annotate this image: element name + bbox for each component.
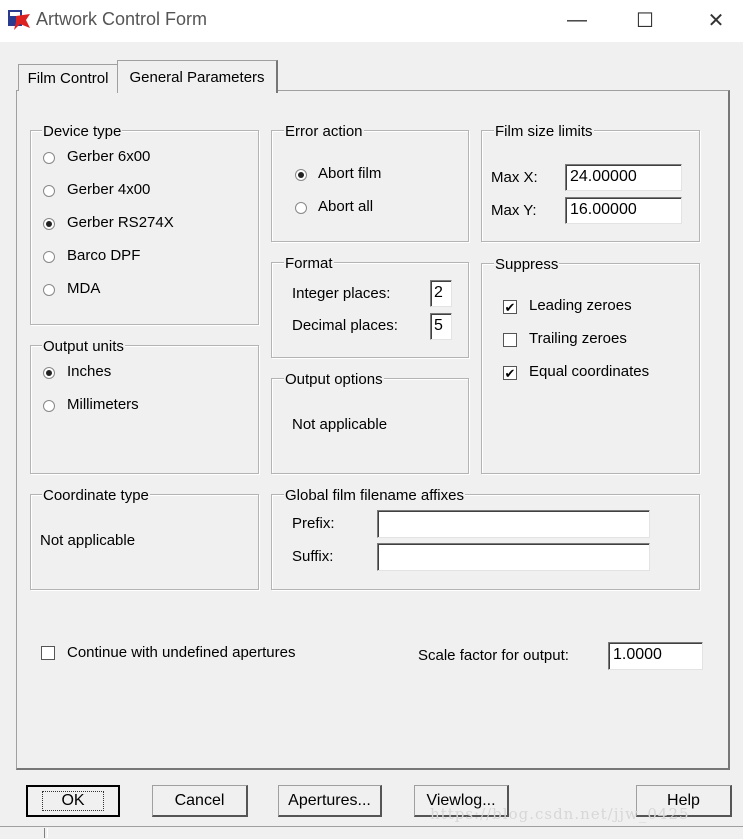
- radio-mda[interactable]: [43, 284, 55, 296]
- max-x-label: Max X:: [491, 169, 538, 186]
- selected-dot: [46, 370, 52, 376]
- window-title: Artwork Control Form: [36, 9, 208, 29]
- decimal-places-label: Decimal places:: [292, 317, 398, 334]
- radio-millimeters[interactable]: [43, 400, 55, 412]
- watermark-text: https://blog.csdn.net/jjw_0425: [430, 805, 690, 823]
- ok-button[interactable]: [26, 785, 120, 817]
- format-label: Format: [285, 255, 333, 272]
- check-mark-icon: ✔: [504, 365, 516, 381]
- radio-inches[interactable]: [43, 367, 55, 379]
- leading-zeroes-checkbox[interactable]: [503, 300, 517, 314]
- apertures-button-label: Apertures...: [288, 791, 371, 809]
- coordinate-type-text: Not applicable: [40, 532, 136, 549]
- minimize-icon: —: [567, 8, 587, 31]
- suffix-input[interactable]: [377, 543, 650, 571]
- radio-gerber-4x00[interactable]: [43, 185, 55, 197]
- film-size-label: Film size limits: [495, 123, 593, 140]
- device-type-label: Device type: [43, 123, 122, 140]
- affixes-group: [271, 494, 700, 590]
- title-bar: [0, 0, 743, 42]
- error-action-label: Error action: [285, 123, 363, 140]
- check-mark-icon: ✔: [504, 299, 516, 315]
- maximize-icon: ☐: [636, 9, 654, 32]
- trailing-zeroes-checkbox[interactable]: [503, 333, 517, 347]
- ok-button-label: OK: [42, 791, 103, 811]
- radio-label: Barco DPF: [67, 247, 141, 264]
- radio-gerber-rs274x[interactable]: [43, 218, 55, 230]
- checkbox-label: Leading zeroes: [529, 297, 632, 314]
- radio-abort-all[interactable]: [295, 202, 307, 214]
- tab-general-parameters[interactable]: [117, 60, 278, 93]
- max-y-label: Max Y:: [491, 202, 537, 219]
- radio-label: MDA: [67, 280, 101, 297]
- cancel-button[interactable]: [152, 785, 248, 817]
- tab-label: General Parameters: [129, 68, 265, 86]
- integer-places-label: Integer places:: [292, 285, 391, 302]
- decimal-places-input[interactable]: 5: [430, 313, 452, 340]
- suppress-label: Suppress: [495, 256, 559, 273]
- close-button[interactable]: [693, 0, 739, 40]
- continue-undefined-label: Continue with undefined apertures: [67, 644, 296, 661]
- affixes-label: Global film filename affixes: [285, 487, 464, 504]
- radio-label: Millimeters: [67, 396, 139, 413]
- radio-label: Abort all: [318, 198, 374, 215]
- output-options-label: Output options: [285, 371, 383, 388]
- minimize-button[interactable]: [554, 0, 600, 40]
- coordinate-type-label: Coordinate type: [43, 487, 149, 504]
- prefix-label: Prefix:: [292, 515, 335, 532]
- output-units-label: Output units: [43, 338, 124, 355]
- equal-coordinates-checkbox[interactable]: [503, 366, 517, 380]
- app-icon: [6, 8, 32, 32]
- radio-label: Gerber 4x00: [67, 181, 151, 198]
- error-action-group: [271, 130, 469, 242]
- close-icon: ✕: [707, 9, 725, 32]
- radio-label: Inches: [67, 363, 112, 380]
- apertures-button[interactable]: [278, 785, 382, 817]
- scale-factor-label: Scale factor for output:: [418, 647, 569, 664]
- radio-label: Gerber RS274X: [67, 214, 174, 231]
- help-button-label: Help: [667, 791, 700, 809]
- max-x-input[interactable]: 24.00000: [565, 164, 682, 191]
- radio-label: Abort film: [318, 165, 382, 182]
- radio-abort-film[interactable]: [295, 169, 307, 181]
- output-options-text: Not applicable: [292, 416, 388, 433]
- status-divider: [44, 828, 48, 838]
- prefix-input[interactable]: [377, 510, 650, 538]
- continue-undefined-checkbox[interactable]: [41, 646, 55, 660]
- tab-label: Film Control: [27, 69, 109, 87]
- integer-places-input[interactable]: 2: [430, 280, 452, 307]
- cancel-button-label: Cancel: [174, 791, 225, 809]
- radio-gerber-6x00[interactable]: [43, 152, 55, 164]
- status-bar: [0, 826, 743, 839]
- viewlog-button-label: Viewlog...: [426, 791, 496, 809]
- selected-dot: [298, 172, 304, 178]
- tab-film-control[interactable]: [18, 64, 118, 91]
- checkbox-label: Trailing zeroes: [529, 330, 627, 347]
- suffix-label: Suffix:: [292, 548, 334, 565]
- maximize-button[interactable]: [622, 0, 668, 40]
- selected-dot: [46, 221, 52, 227]
- radio-label: Gerber 6x00: [67, 148, 151, 165]
- radio-barco-dpf[interactable]: [43, 251, 55, 263]
- scale-factor-input[interactable]: 1.0000: [608, 642, 703, 670]
- output-units-group: [30, 345, 259, 474]
- max-y-input[interactable]: 16.00000: [565, 197, 682, 224]
- format-group: [271, 262, 469, 358]
- checkbox-label: Equal coordinates: [529, 363, 650, 380]
